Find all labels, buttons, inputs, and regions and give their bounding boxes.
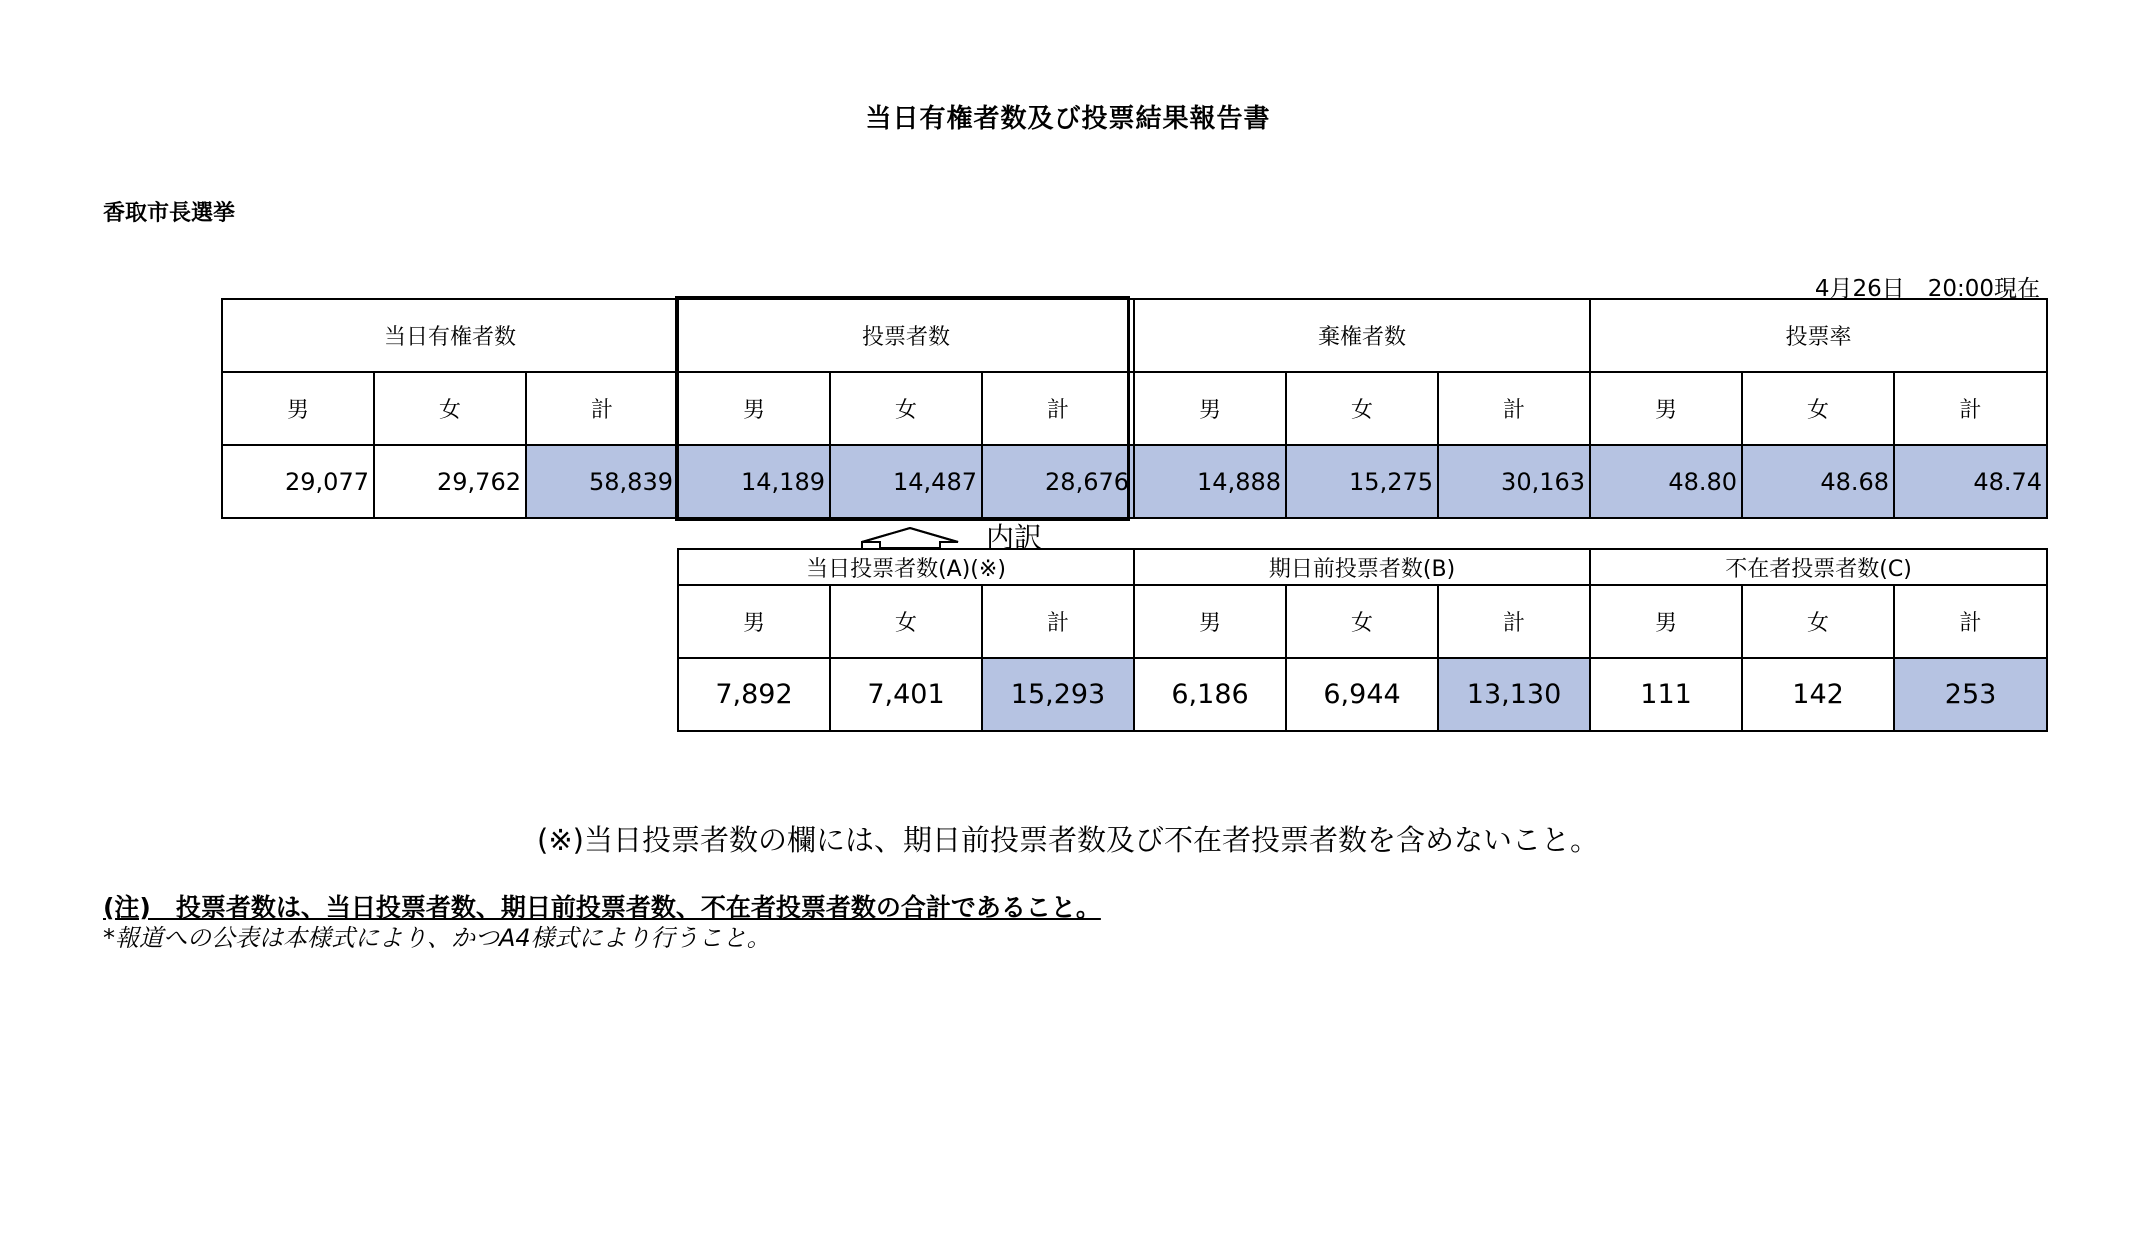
value-absentee-female: 142 [1742,658,1894,731]
value-turnout-male: 48.80 [1590,445,1742,518]
value-eligible-female: 29,762 [374,445,526,518]
group-header-voters: 投票者数 [678,299,1134,372]
breakdown-table [677,548,2048,732]
subheader-cell: 男 [1590,372,1742,445]
subheader-cell: 女 [374,372,526,445]
subheader-cell: 女 [1742,585,1894,658]
value-abstainers-male: 14,888 [1134,445,1286,518]
value-turnout-total: 48.74 [1894,445,2047,518]
value-absentee-total: 253 [1894,658,2047,731]
as-of-timestamp: 4月26日 20:00現在 [1814,276,2040,302]
subheader-cell: 計 [1894,372,2047,445]
subheader-cell: 計 [1438,372,1590,445]
subheader-cell: 女 [830,372,982,445]
breakdown-group-header-row [678,549,2047,585]
group-header-turnout: 投票率 [1590,299,2047,372]
value-election-day-female: 7,401 [830,658,982,731]
value-eligible-total: 58,839 [526,445,678,518]
subheader-cell: 男 [678,372,830,445]
subheader-cell: 女 [1286,372,1438,445]
value-election-day-total: 15,293 [982,658,1134,731]
value-early-total: 13,130 [1438,658,1590,731]
subheader-cell: 男 [678,585,830,658]
value-abstainers-female: 15,275 [1286,445,1438,518]
group-header-eligible-voters: 当日有権者数 [222,299,678,372]
value-election-day-male: 7,892 [678,658,830,731]
subheader-row [222,372,2047,445]
value-early-male: 6,186 [1134,658,1286,731]
values-row [222,445,2047,518]
group-header-abstainers: 棄権者数 [1134,299,1590,372]
report-title: 当日有権者数及び投票結果報告書 [865,104,1271,134]
value-voters-male: 14,189 [678,445,830,518]
subheader-cell: 男 [1590,585,1742,658]
group-header-election-day: 当日投票者数(A)(※) [678,549,1134,585]
subheader-cell: 男 [1134,372,1286,445]
group-header-row [222,299,2047,372]
value-abstainers-total: 30,163 [1438,445,1590,518]
subheader-cell: 女 [1742,372,1894,445]
subheader-cell: 計 [982,372,1134,445]
subheader-cell: 男 [1134,585,1286,658]
breakdown-arrow-icon [860,526,960,550]
value-voters-female: 14,487 [830,445,982,518]
value-turnout-female: 48.68 [1742,445,1894,518]
group-header-early-voting: 期日前投票者数(B) [1134,549,1590,585]
note-main: (注) 投票者数は、当日投票者数、期日前投票者数、不在者投票者数の合計であること。 [103,893,1101,922]
subheader-cell: 計 [1438,585,1590,658]
subheader-cell: 計 [1894,585,2047,658]
main-results-table [221,298,2048,519]
subheader-cell: 計 [982,585,1134,658]
breakdown-label: 内訳 [986,521,1043,554]
note-asterisk: (※)当日投票者数の欄には、期日前投票者数及び不在者投票者数を含めないこと。 [537,823,1599,857]
value-early-female: 6,944 [1286,658,1438,731]
value-voters-total: 28,676 [982,445,1134,518]
subheader-cell: 女 [1286,585,1438,658]
breakdown-values-row [678,658,2047,731]
note-italic: *報道への公表は本様式により、かつA4様式により行うこと。 [103,924,771,952]
subheader-cell: 女 [830,585,982,658]
group-header-absentee: 不在者投票者数(C) [1590,549,2047,585]
breakdown-subheader-row [678,585,2047,658]
election-name: 香取市長選挙 [103,201,236,226]
subheader-cell: 男 [222,372,374,445]
value-absentee-male: 111 [1590,658,1742,731]
subheader-cell: 計 [526,372,678,445]
value-eligible-male: 29,077 [222,445,374,518]
